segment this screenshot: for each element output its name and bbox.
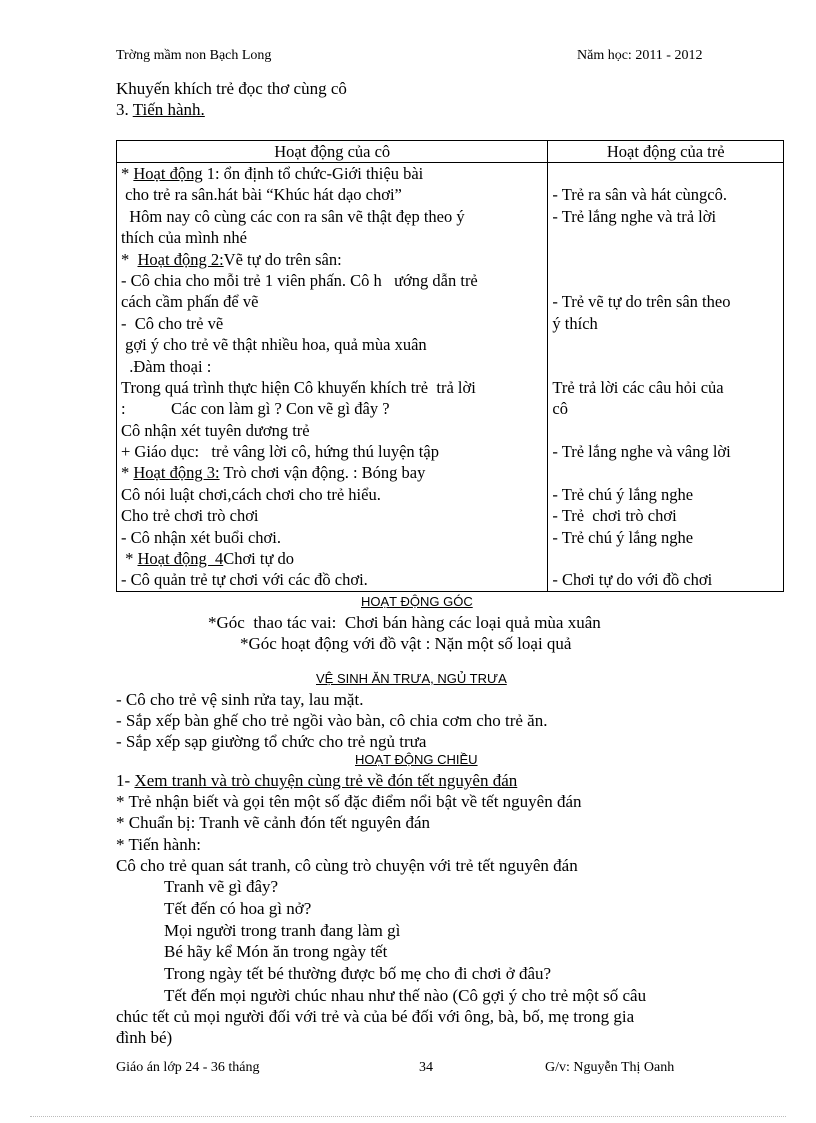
child-activity-line: cô (552, 399, 568, 419)
teacher-activity-line (121, 441, 543, 462)
teacher-activity-line (121, 206, 543, 227)
child-activity-line (552, 334, 779, 355)
afternoon-line: * Trẻ nhận biết và gọi tên một số đặc điểm nổi bật về tết nguyên đán (116, 792, 582, 811)
teacher-activity-line (121, 484, 543, 505)
teacher-activity-text: - Cô cho trẻ vẽ (121, 313, 224, 333)
teacher-activity-text: gợi ý cho trẻ vẽ thật nhiều hoa, quả mùa xuân (121, 335, 427, 355)
child-activity-line: - Trẻ lắng nghe và vâng lời (552, 442, 731, 462)
teacher-activity-line (121, 227, 543, 248)
teacher-activity-text: Hôm nay cô cùng các con ra sân vẽ thật đẹp theo ý (121, 206, 465, 226)
afternoon-heading-number: 1- (116, 771, 135, 790)
teacher-activity-line (121, 163, 543, 184)
teacher-activity-line (121, 356, 543, 377)
section-3-heading (116, 99, 205, 120)
teacher-column-header: Hoạt động của cô (117, 141, 548, 163)
teacher-activity-text: Cô nhận xét tuyên dương trẻ (121, 420, 310, 440)
question-line: Tết đến có hoa gì nở? (164, 899, 312, 918)
teacher-activity-text: 1: ổn định tổ chức-Giới thiệu bài (202, 164, 424, 183)
teacher-activity-text: Cho trẻ chơi trò chơi (121, 506, 259, 526)
hygiene-line: - Cô cho trẻ vệ sinh rửa tay, lau mặt. (116, 690, 364, 709)
teacher-activity-line (121, 291, 543, 312)
question-line: Trong ngày tết bé thường được bố mẹ cho đi chơi ở đâu? (164, 964, 552, 983)
paragraph-line: Tết đến mọi người chúc nhau như thế nào (Cô gợi ý cho trẻ một số câu (164, 986, 647, 1005)
corner-line-1: *Góc thao tác vai: Chơi bán hàng các loại quả mùa xuân (208, 613, 601, 632)
child-activity-line: - Trẻ lắng nghe và trả lời (552, 206, 717, 226)
teacher-activity-text: Trong quá trình thực hiện Cô khuyến khích trẻ trả lời (121, 377, 476, 397)
teacher-activity-line (121, 420, 543, 441)
teacher-activity-text: Trò chơi vận động. : Bóng bay (219, 463, 426, 483)
section-3-title: Tiến hành. (132, 100, 205, 119)
child-activity-line (552, 462, 779, 483)
question-line: Mọi người trong tranh đang làm gì (164, 921, 401, 940)
footer-teacher: G/v: Nguyễn Thị Oanh (545, 1060, 675, 1075)
teacher-activity-line (121, 527, 543, 548)
child-activity-line: - Trẻ ra sân và hát cùngcô. (552, 185, 728, 205)
teacher-activity-text: cho trẻ ra sân.hát bài “Khúc hát dạo chơi” (121, 185, 402, 205)
teacher-activity-line (121, 505, 543, 526)
header-year: Năm học: 2011 - 2012 (577, 48, 703, 63)
hygiene-title: VỆ SINH ĂN TRƯA, NGỦ TRƯA (316, 671, 507, 686)
afternoon-line: * Chuẩn bị: Tranh vẽ cảnh đón tết nguyên đán (116, 813, 430, 832)
paragraph-line: chúc tết củ mọi người đối với trẻ và của bé đối với ông, bà, bố, mẹ trong gia (116, 1007, 635, 1026)
teacher-activity-line (121, 398, 543, 419)
teacher-activity-line (121, 313, 543, 334)
child-activity-line: - Trẻ chú ý lắng nghe (552, 484, 694, 504)
teacher-activity-line (121, 184, 543, 205)
child-activity-line: Trẻ trả lời các câu hỏi của (552, 377, 724, 397)
teacher-activity-text: * (121, 164, 134, 183)
teacher-activity-text: - Cô quản trẻ tự chơi với các đồ chơi. (121, 570, 368, 590)
teacher-activity-text: Chơi tự do (223, 549, 295, 569)
child-column-header: Hoạt động của trẻ (548, 141, 784, 163)
teacher-activity-line (121, 548, 543, 569)
teacher-activity-text: : Các con làm gì ? Con vẽ gì đây ? (121, 399, 390, 419)
footer-lesson-plan: Giáo án lớp 24 - 36 tháng (116, 1060, 260, 1075)
teacher-activity-text: * (121, 549, 138, 569)
teacher-activity-text: thích của mình nhé (121, 228, 248, 248)
teacher-activity-text: Hoạt động 3: (133, 463, 220, 483)
activities-table (116, 140, 784, 592)
child-activity-line (552, 548, 779, 569)
teacher-activity-text: Cô nói luật chơi,cách chơi cho trẻ hiểu. (121, 484, 381, 504)
corner-activity-title: HOẠT ĐỘNG GÓC (361, 594, 473, 609)
section-3-number: 3. (116, 100, 133, 119)
teacher-activity-text: cách cầm phấn để vẽ (121, 292, 259, 312)
hygiene-line: - Sắp xếp bàn ghế cho trẻ ngồi vào bàn, cô chia cơm cho trẻ ăn. (116, 711, 548, 730)
paragraph-line: đình bé) (116, 1028, 173, 1047)
footer-page-number: 34 (419, 1060, 433, 1075)
teacher-activities-cell (117, 163, 548, 592)
question-line: Bé hãy kể Món ăn trong ngày tết (164, 942, 388, 961)
teacher-activity-text: Vẽ tự do trên sân: (223, 249, 342, 269)
child-activity-line: ý thích (552, 313, 598, 333)
child-activity-line (552, 356, 779, 377)
child-activity-line (552, 163, 779, 184)
teacher-activity-text: .Đàm thoại : (121, 356, 212, 376)
teacher-activity-text: - Cô chia cho mỗi trẻ 1 viên phấn. Cô h ướng dẫn trẻ (121, 270, 478, 290)
teacher-activity-line (121, 249, 543, 270)
teacher-activity-line (121, 377, 543, 398)
child-activity-line (552, 270, 779, 291)
afternoon-line: Cô cho trẻ quan sát tranh, cô cùng trò chuyện với trẻ tết nguyên đán (116, 856, 578, 875)
teacher-activity-text: + Giáo dục: trẻ vâng lời cô, hứng thú luyện tập (121, 442, 439, 462)
child-activity-line: - Chơi tự do với đồ chơi (552, 570, 713, 590)
afternoon-heading (116, 770, 517, 791)
child-activities-cell (548, 163, 784, 592)
teacher-activity-line (121, 334, 543, 355)
teacher-activity-text: Hoạt động (133, 164, 203, 183)
teacher-activity-text: - Cô nhận xét buổi chơi. (121, 527, 281, 547)
intro-line: Khuyến khích trẻ đọc thơ cùng cô (116, 79, 347, 98)
header-school: Trờng mầm non Bạch Long (116, 48, 272, 63)
teacher-activity-text: Hoạt động 4 (137, 549, 224, 569)
teacher-activity-line (121, 270, 543, 291)
child-activity-line: - Trẻ vẽ tự do trên sân theo (552, 292, 731, 312)
teacher-activity-line (121, 462, 543, 483)
child-activity-line (552, 420, 779, 441)
child-activity-line: - Trẻ chú ý lắng nghe (552, 527, 694, 547)
question-line: Tranh vẽ gì đây? (164, 877, 279, 896)
page-bottom-divider (30, 1116, 786, 1117)
child-activity-line: - Trẻ chơi trò chơi (552, 506, 677, 526)
afternoon-title: HOẠT ĐỘNG CHIỀU (355, 752, 478, 767)
corner-line-2: *Góc hoạt động với đồ vật : Nặn một số loại quả (240, 634, 572, 653)
child-activity-line (552, 249, 779, 270)
afternoon-heading-text: Xem tranh và trò chuyện cùng trẻ về đón tết nguyên đán (134, 771, 518, 790)
child-activity-line (552, 227, 779, 248)
afternoon-line: * Tiến hành: (116, 835, 202, 854)
hygiene-line: - Sắp xếp sạp giường tổ chức cho trẻ ngủ trưa (116, 732, 427, 751)
teacher-activity-text: * (121, 249, 138, 269)
teacher-activity-text: Hoạt động 2: (137, 249, 224, 269)
teacher-activity-line (121, 569, 543, 590)
teacher-activity-text: * (121, 463, 134, 483)
